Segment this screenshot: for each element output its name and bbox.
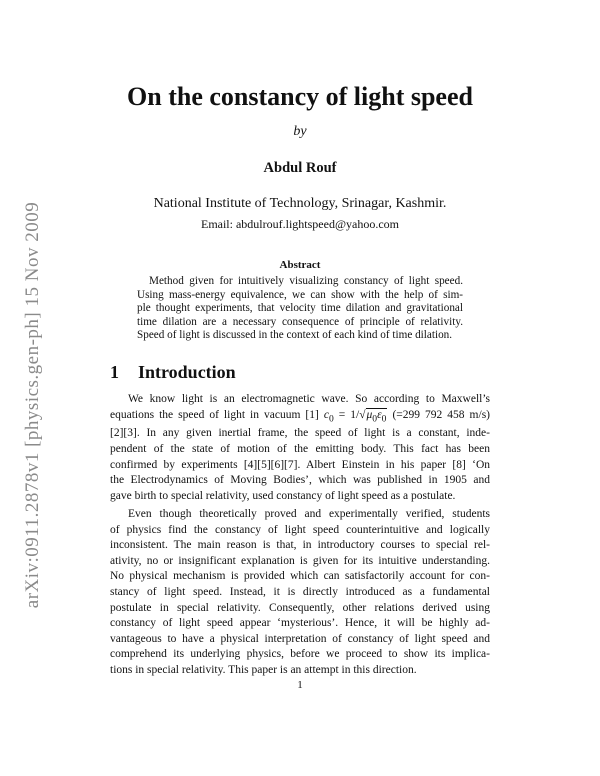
paragraph-line: of physics find the constancy of light speed counterintuitive and logically (110, 523, 490, 536)
paragraph-2 (110, 507, 490, 679)
section-number: 1 (110, 362, 119, 382)
paragraph-line-with-equation (110, 408, 490, 427)
paragraph-line: No physical mechanism is provided which can satisfactorily account for con- (110, 570, 490, 583)
abstract-heading: Abstract (279, 259, 321, 271)
abstract-line: Method given for intuitively visualizing constancy of light speed. (149, 275, 463, 287)
paragraph-line: confirmed by experiments [4][5][6][7]. Albert Einstein in his paper [8] ‘On (110, 458, 490, 471)
paragraph-line: Even though theoretically proved and experimentally verified, students (128, 508, 490, 520)
mu-symbol: μ (366, 408, 373, 421)
paragraph-line: tions in special relativity. This paper is an attempt in this direction. (110, 663, 417, 676)
paragraph-line: stancy of light speed. Instead, it is directly introduced as a fundamental (110, 585, 490, 598)
author-email: Email: abdulrouf.lightspeed@yahoo.com (200, 217, 399, 231)
sqrt-sign: √ (359, 408, 366, 421)
paragraph-line: gave birth to special relativity, used constancy of light speed as a postulate. (110, 489, 456, 502)
abstract-line: ple thought experiments, that velocity time dilation and gravitational (137, 302, 463, 315)
paragraph-line: ativity, no or insignificant explanation is given for its intuitive understanding. (110, 554, 490, 567)
paragraph-line: postulate in special relativity. Consequently, other relations derived using (110, 601, 490, 614)
speed-subscript: 0 (328, 412, 334, 424)
paragraph-line: vantageous to have a physical interpretation of constancy of light speed and (110, 632, 490, 645)
abstract-body (137, 275, 463, 343)
epsilon-subscript: 0 (381, 412, 387, 424)
sqrt-argument (366, 408, 388, 424)
equation-operator: = 1/ (333, 408, 360, 421)
paragraph-line: We know light is an electromagnetic wave. So according to Maxwell’s (128, 393, 490, 405)
abstract-line: Using mass-energy equivalence, we can show with the help of sim- (137, 288, 463, 301)
paragraph-line: constancy of light speed appear ‘mysterious’. Hence, it will be highly ad- (110, 617, 490, 630)
paragraph-line: the Electrodynamics of Moving Bodies’, which was published in 1905 and (110, 474, 490, 487)
paragraph-line: [2][3]. In any given inertial frame, the speed of light is a constant, inde- (110, 427, 490, 440)
paper-title: On the constancy of light speed (127, 82, 473, 111)
paragraph-line: comprehend its underlying physics, before we proceed to show its implica- (110, 648, 490, 661)
light-speed-value: (=299 792 458 m/s) (387, 408, 490, 421)
epsilon-symbol: ε (377, 408, 382, 421)
arxiv-stamp: arXiv:0911.2878v1 [physics.gen-ph] 15 Nov 2009 (22, 201, 43, 609)
paragraph-line: inconsistent. The main reason is that, in introductory courses to special rel- (110, 539, 490, 552)
by-line: by (293, 124, 307, 139)
abstract-line: time dilation are a necessary consequence of principle of relativity. (137, 315, 463, 328)
section-title: Introduction (138, 362, 236, 382)
section-heading (110, 362, 236, 383)
mu-subscript: 0 (372, 412, 378, 424)
paragraph-1 (110, 392, 490, 504)
speed-symbol: c (323, 408, 329, 421)
abstract-line: Speed of light is discussed in the context of each kind of time dilation. (137, 329, 453, 342)
page-number: 1 (297, 679, 303, 691)
affiliation: National Institute of Technology, Srinagar, Kashmir. (153, 196, 447, 211)
equation-lead-text: equations the speed of light in vacuum [1] (110, 408, 324, 421)
author-name: Abdul Rouf (263, 160, 337, 176)
paragraph-line: pendent of the state of motion of the emitting body. This fact has been (110, 443, 490, 456)
